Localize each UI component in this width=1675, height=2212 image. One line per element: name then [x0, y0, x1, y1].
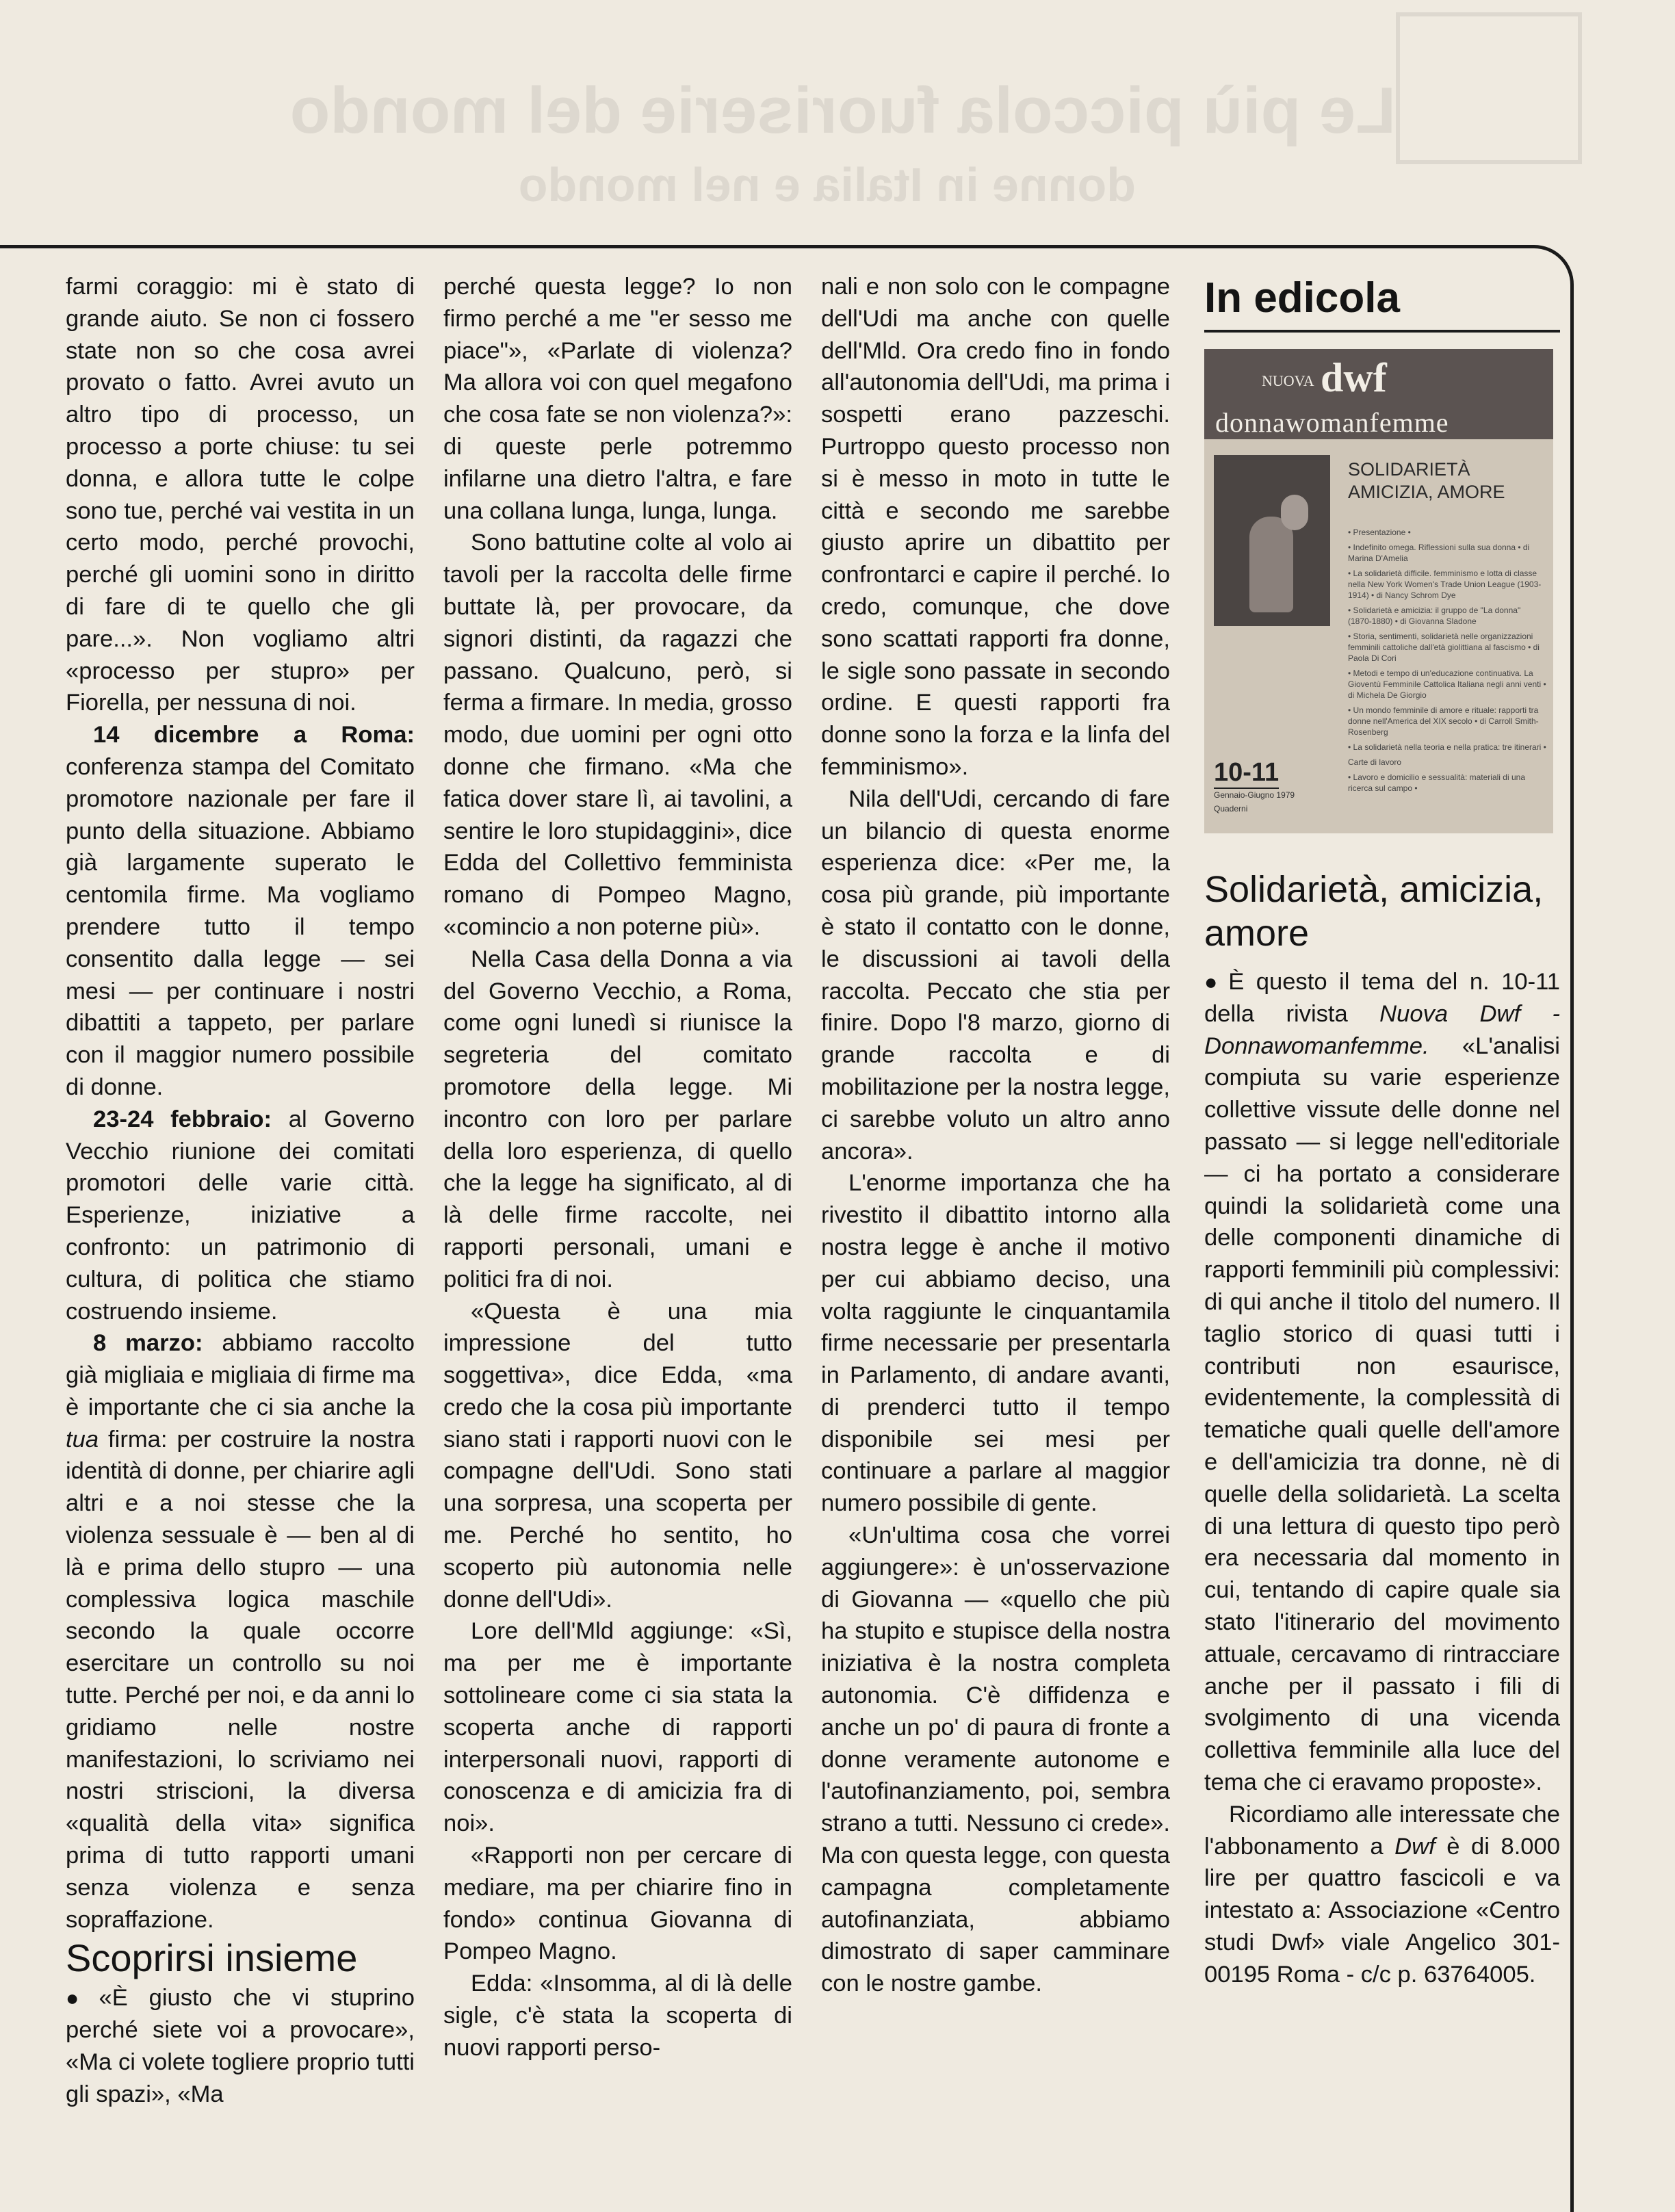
bullet-icon: ● [1204, 970, 1223, 994]
sidebar-body [1204, 966, 1560, 1991]
paragraph: perché questa legge? Io non firmo perché a me "er sesso me piace"», «Parlate di violenza? Ma allora voi con quel megafono che cosa fate se non violenza?»: di queste perle potremmo infilarne una dietro l'altra, e fare una collana lunga, lunga, lunga. [443, 274, 792, 524]
paragraph: ● «È giusto che vi stuprino perché siete voi a provocare», «Ma ci volete togliere proprio tutti gli spazi», «Ma [66, 1985, 415, 2107]
sidebar-in-edicola [1204, 271, 1560, 1991]
paragraph: Nila dell'Udi, cercando di fare un bilancio di questa enorme esperienza dice: «Per me, la cosa più grande, più importante è stato il contatto con le donne, le discussioni ai tavoli della raccolta. Peccato che stia per finire. Dopo l'8 marzo, giorno di grande raccolta e di mobilitazione per la nostra legge, ci sarebbe voluto un altro anno ancora». [821, 785, 1170, 1164]
cover-masthead [1204, 349, 1553, 439]
date-label: 23-24 febbraio: [93, 1106, 272, 1132]
bleed-through-logo [1396, 12, 1582, 164]
paragraph: «Questa è una mia impressione del tutto soggettiva», dice Edda, «ma credo che la cosa più importante siano stati i rapporti nuovi con le compagne dell'Udi. Sono stati una sorpresa, una scoperta per me. Perché ho sentito, ho scoperto più autonomia nelle donne dell'Udi». [443, 1298, 792, 1613]
section-heading: Scoprirsi insieme [66, 1936, 358, 1980]
article-column-1 [66, 271, 415, 2111]
cover-masthead-text: donnawomanfemme [1215, 407, 1449, 438]
paragraph: «Rapporti non per cercare di mediare, ma per chiarire fino in fondo» continua Giovanna di Pompeo Magno. [443, 1843, 792, 1965]
sidebar-title: In edicola [1204, 271, 1560, 333]
paragraph: Sono battutine colte al volo ai tavoli per la raccolta delle firme buttate là, per provocare, da signori distinti, da ragazzi che passano. Qualcuno, però, si ferma a firmare. In media, grosso modo, due uomini per ogni otto donne che firmano. «Ma che fatica dover stare lì, ai tavolini, a sentire le loro stupidaggini», dice Edda del Collettivo femminista romano di Pompeo Magno, «comincio a non poterne più». [443, 530, 792, 940]
cover-issue-date: Gennaio-Giugno 1979 [1214, 790, 1295, 800]
toc-item: Carte di lavoro [1348, 757, 1402, 767]
magazine-cover-image [1204, 349, 1553, 833]
date-label: 14 dicembre a Roma: [93, 722, 415, 749]
paragraph-mar8: 8 marzo: abbiamo raccolto già migliaia e migliaia di firme ma è importante che ci sia anche la tua firma: per costruire la nostra identità di donne, per chiarire agli altri e a noi stesse che la violenza sessuale è — ben al di là e prima dello stupro — una complessiva logica maschile secondo la quale occorre esercitare un controllo su noi tutte. Perché per noi, e da anni lo gridiamo nelle nostre manifestazioni, lo scriviamo nei nostri striscioni, la diversa «qualità della vita» significa prima di tutto rapporti umani senza violenza e senza sopraffazione. [66, 1330, 415, 1933]
date-label: 8 marzo: [93, 1330, 203, 1357]
toc-item: • Solidarietà e amicizia: il gruppo de "La donna" (1870-1880) • di Giovanna Sladone [1348, 606, 1521, 626]
paragraph-dec14: 14 dicembre a Roma: conferenza stampa del Comitato promotore nazionale per fare il punto della situazione. Abbiamo già largamente superato le centomila firme. Ma vogliamo prendere tutto il tempo consentito dalla legge — sei mesi — per continuare i nostri dibattiti a tappeto, per parlare con il maggior numero possibile di donne. [66, 722, 415, 1100]
toc-item: • Metodi e tempo di un'educazione continuativa. La Gioventù Femminile Cattolica Italiana negli anni venti • di Michela De Giorgio [1348, 668, 1546, 700]
paragraph: farmi coraggio: mi è stato di grande aiuto. Se non ci fossero state non so che cosa avrei provato o fatto. Avrei avuto un altro tipo di processo, un processo a porte chiuse: tu sei donna, e allora tutte le colpe sono tue, perché vai vestita in un certo modo, perché provochi, perché gli uomini sono in diritto di fare di te quello che gli pare...». Non vogliamo altri «processo per stupro» per Fiorella, per nessuna di noi. [66, 274, 415, 716]
cover-nuova: NUOVA [1262, 372, 1314, 389]
toc-item: • La solidarietà nella teoria e nella pratica: tre itinerari • [1348, 742, 1546, 752]
paragraph-feb23: 23-24 febbraio: al Governo Vecchio riunione dei comitati promotori delle varie città. Esperienze, iniziative a confronto: un patrimonio di cultura, di politica che stiamo costruendo insieme. [66, 1106, 415, 1325]
paragraph: L'enorme importanza che ha rivestito il dibattito intorno alla nostra legge è anche il motivo per cui abbiamo deciso, una volta raggiunte le cinquantamila firme necessarie per presentarla in Parlamento, di andare avanti, di prenderci tutto il tempo disponibile sei mesi per continuare a parlare al maggior numero possibile di gente. [821, 1170, 1170, 1517]
toc-item: • Storia, sentimenti, solidarietà nelle organizzazioni femminili cattoliche dall'età giolittiana al fascismo • di Paola Di Cori [1348, 632, 1540, 663]
bleed-through-line-1: Le più piccola fuoriserie del mondo [289, 74, 1396, 147]
cover-series: Quaderni [1214, 804, 1248, 814]
toc-item: • Presentazione • [1348, 528, 1411, 537]
paragraph: Nella Casa della Donna a via del Governo Vecchio, a Roma, come ogni lunedì si riunisce la segreteria del comitato promotore della legge. Mi incontro con loro per parlare della loro esperienza, di quello che la legge ha significato, al di là delle firme raccolte, nei rapporti personali, umani e politici fra di noi. [443, 946, 792, 1292]
sidebar-heading: Solidarietà, amicizia, amore [1204, 869, 1544, 954]
bullet-icon: ● [66, 1986, 94, 2011]
toc-item: • Un mondo femminile di amore e rituale: rapporti tra donne nell'America del XIX secolo • di Carroll Smith-Rosenberg [1348, 705, 1539, 737]
cover-issue-number: 10-11 [1214, 758, 1279, 789]
cover-table-of-contents [1348, 527, 1546, 798]
cover-figure-head [1281, 495, 1308, 530]
paragraph: ● È questo il tema del n. 10-11 della rivista Nuova Dwf - Donnawomanfemme. «L'analisi compiuta su varie esperienze collettive vissute delle donne nel passato — si legge nell'editoriale — ci ha portato a considerare quindi la solidarietà come una delle componenti dinamiche di rapporti femminili più complessivi: di qui anche il titolo del numero. Il taglio storico di quasi tutti i contributi non esaurisce, evidentemente, la complessità di tematiche quali quelle dell'amore e dell'amicizia tra donne, nè di quelle della solidarietà. La scelta di una lettura di questo tipo però era necessaria dal momento in cui, tentando di capire quale sia stato l'itinerario del movimento attuale, cercavamo di rintracciare anche per il passato i fili di svolgimento di una vicenda collettiva femminile alla luce del tema che ci eravamo proposte». [1204, 969, 1560, 1795]
toc-item: • La solidarietà difficile. femminismo e lotta di classe nella New York Women's Trade Union League (1903-1914) • di Nancy Schrom Dye [1348, 569, 1542, 600]
toc-item: • Lavoro e domicilio e sessualità: materiali di una ricerca sul campo • [1348, 772, 1525, 793]
cover-dwf: dwf [1321, 355, 1387, 400]
paragraph-subscription: Ricordiamo alle interessate che l'abbonamento a Dwf è di 8.000 lire per quattro fascicoli e va intestato a: Associazione «Centro studi Dwf» viale Angelico 301-00195 Roma - c/c p. 63764005. [1204, 1801, 1560, 1988]
article-column-2 [443, 271, 792, 2064]
article-column-3 [821, 271, 1170, 2000]
paragraph: nali e non solo con le compagne dell'Udi ma anche con quelle dell'Mld. Ora credo fino in fondo all'autonomia dell'Udi, ma prima i sospetti erano pazzeschi. Purtroppo questo processo non si è messo in moto in tutte le città e secondo me sarebbe giusto aprire un dibattito per confrontarci e capire il perché. Io credo, comunque, che dove sono scattati rapporti fra donne, le sigle sono passate in secondo ordine. E questi rapporti fra donne sono la forza e la linfa del femminismo». [821, 274, 1170, 780]
bleed-through-header [287, 68, 1396, 216]
paragraph: Lore dell'Mld aggiunge: «Sì, ma per me è importante sottolineare come ci sia stata la scoperta anche di rapporti interpersonali nuovi, rapporti di conoscenza e di amicizia fra di noi». [443, 1618, 792, 1837]
cover-headline: SOLIDARIETÀ AMICIZIA, AMORE [1348, 459, 1505, 502]
cover-photo [1214, 455, 1330, 626]
toc-item: • Indefinito omega. Riflessioni sulla sua donna • di Marina D'Amelia [1348, 543, 1530, 563]
paragraph: Edda: «Insomma, al di là delle sigle, c'è stata la scoperta di nuovi rapporti perso- [443, 1970, 792, 2061]
cover-figure [1249, 517, 1293, 612]
bleed-through-line-2: donne in Italia e nel mondo [518, 157, 1136, 211]
paragraph: «Un'ultima cosa che vorrei aggiungere»: è un'osservazione di Giovanna — «quello che più ha stupito e stupisce della nostra iniziativa è la nostra completa autonomia. C'è diffidenza e anche un po' di paura di fronte a donne veramente autonome e l'autofinanziamento, poi, sembra strano a tutti. Nessuno ci crede». Ma con questa legge, con questa campagna completamente autofinanziata, abbiamo dimostrato di saper camminare con le nostre gambe. [821, 1522, 1170, 1997]
